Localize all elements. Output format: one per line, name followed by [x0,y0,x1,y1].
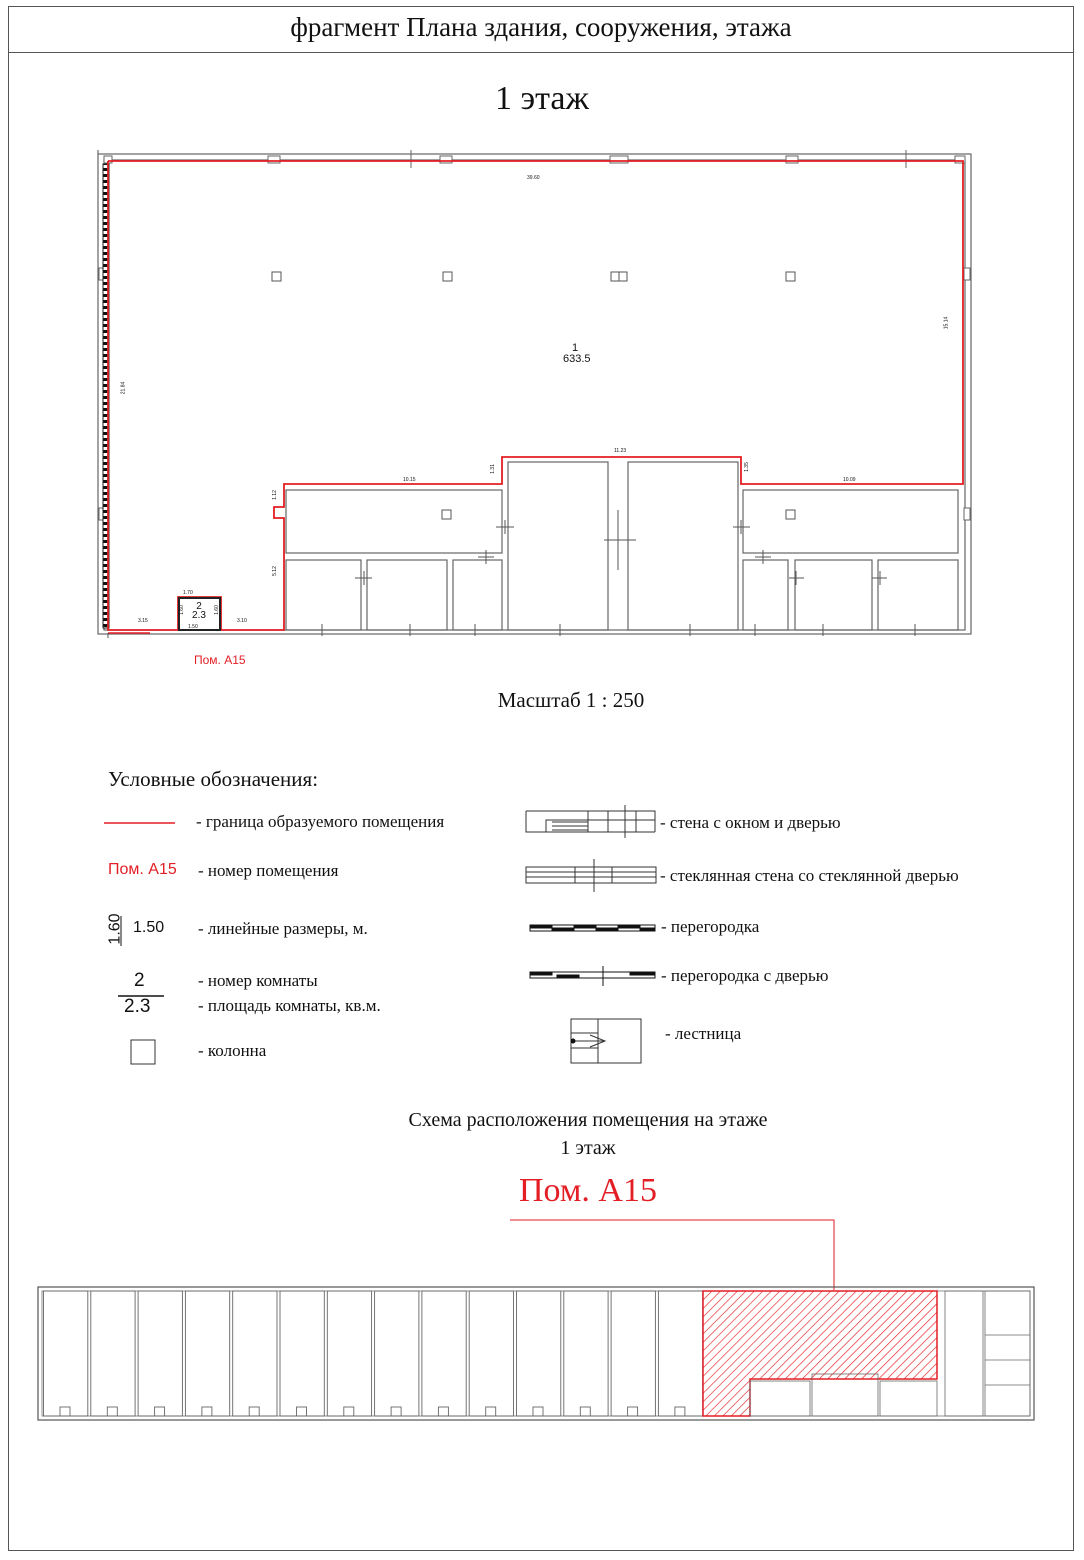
scheme-bay [469,1291,513,1416]
scheme-bay-stair [438,1407,448,1416]
scheme-bay [327,1291,371,1416]
scheme-bay-stair [580,1407,590,1416]
dim-closet-right: 1.60 [213,605,220,615]
highlighted-premise [703,1291,937,1416]
legend-sample-room-number: 2 [134,970,145,991]
dim-inner-step-right: 1.35 [743,462,750,472]
document-title: фрагмент Плана здания, сооружения, этажа [290,12,792,42]
room-1-number: 1 [571,342,579,354]
legend-item-premise-number: - номер помещения [198,861,339,880]
scheme-bay [564,1291,608,1416]
dim-inner-center: 11.23 [614,448,627,454]
dim-closet-top: 1.70 [183,590,193,596]
scheme-bay [138,1291,182,1416]
dim-left-height: 21.84 [120,381,127,395]
legend-item-partition-door: - перегородка с дверью [661,966,829,985]
dim-top-width: 39.60 [527,175,540,181]
scheme-bay-stair [155,1407,165,1416]
scheme-bay [185,1291,229,1416]
legend-item-room-number: - номер комнаты [198,971,318,990]
scheme-bay [233,1291,277,1416]
scheme-bay-stair [486,1407,496,1416]
dim-notch-top: 1.12 [271,490,278,500]
scheme-bay [91,1291,135,1416]
scheme-bay-stair [249,1407,259,1416]
scheme-premise-label: Пом. А15 [519,1172,657,1209]
legend-item-dimensions: - линейные размеры, м. [198,919,368,938]
legend-item-column: - колонна [198,1041,267,1060]
legend-item-partition: - перегородка [661,917,760,936]
legend-item-wall-window-door: - стена с окном и дверью [660,813,841,832]
room-1-area: 633.5 [563,353,591,365]
legend-sample-dimension: 1.50 [133,919,165,936]
scheme-bay-stair [628,1407,638,1416]
legend-sample-room-area: 2.3 [124,996,151,1017]
dim-right-height: 15.14 [943,316,950,330]
dim-bottom-left: 3.15 [138,618,148,624]
scheme-bay-stair [675,1407,685,1416]
scheme-bay [658,1291,702,1416]
scheme-bay-stair [533,1407,543,1416]
scheme-bay [44,1291,88,1416]
closet-area: 2.3 [192,610,206,621]
scheme-bay-stair [60,1407,70,1416]
scheme-bay [375,1291,419,1416]
scheme-bay-stair [107,1407,117,1416]
dim-inner-step-left: 1.31 [489,464,496,474]
legend-item-staircase: - лестница [665,1024,742,1043]
legend-title: Условные обозначения: [108,767,319,791]
closet-number: 2 [196,601,202,612]
legend-item-glass-wall: - стеклянная стена со стеклянной дверью [660,866,959,885]
premise-label: Пом. А15 [194,653,246,667]
dim-closet-left: 1.60 [178,605,185,615]
scheme-bay [422,1291,466,1416]
legend-item-room-area: - площадь комнаты, кв.м. [198,996,381,1015]
legend-item-boundary: - граница образуемого помещения [196,812,445,831]
scheme-bay-stair [297,1407,307,1416]
dim-notch-side: 5.12 [271,566,278,576]
scheme-bay-stair [344,1407,354,1416]
scheme-title-line1: Схема расположения помещения на этаже [408,1109,768,1131]
legend-sample-premise: Пом. А15 [108,861,177,878]
dim-closet-bottom: 1.50 [188,624,198,630]
legend-sample-vertical-dimension: 1.60 [106,913,124,945]
scheme-title-line2: 1 этаж [560,1137,616,1159]
dim-bottom-right: 3.10 [237,618,247,624]
dim-inner-left: 10.15 [403,477,416,483]
floor-title: 1 этаж [495,80,589,117]
scheme-bay-stair [391,1407,401,1416]
scheme-bay [280,1291,324,1416]
scale-text: Масштаб 1 : 250 [497,688,645,712]
scheme-bay [517,1291,561,1416]
dim-inner-right: 10.09 [843,477,856,483]
scheme-bay-stair [202,1407,212,1416]
scheme-bay [611,1291,655,1416]
